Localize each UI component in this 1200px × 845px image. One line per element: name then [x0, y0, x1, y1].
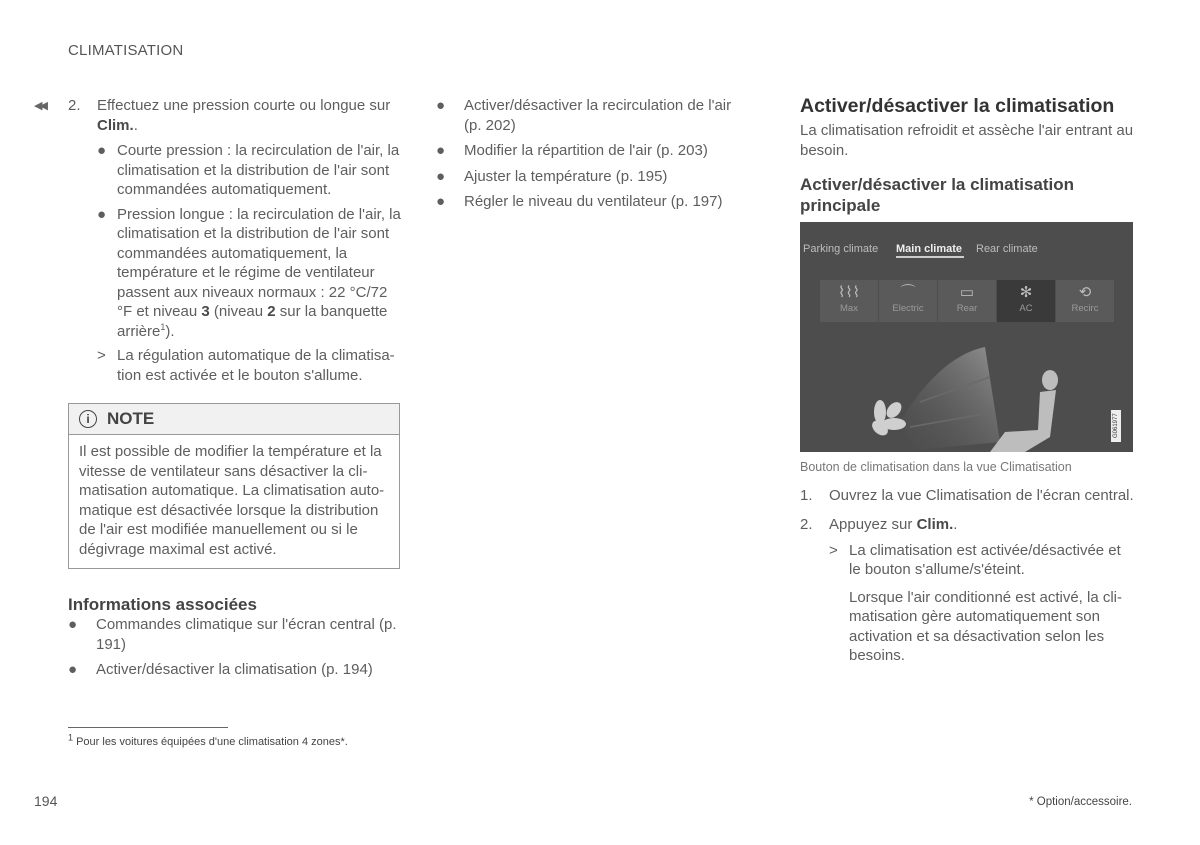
related-link[interactable]: ● Régler le niveau du ventilateur (p. 197)	[436, 193, 723, 210]
related-link[interactable]: ● Activer/désactiver la climatisation (p. 194)	[68, 661, 373, 678]
note-box	[68, 403, 400, 569]
result-arrow-icon: >	[97, 347, 106, 364]
related-link[interactable]: ● Ajuster la température (p. 195)	[436, 167, 668, 185]
climate-buttons	[820, 280, 1115, 322]
column-middle	[436, 96, 746, 218]
page-title: Activer/désactiver la climatisation	[800, 95, 1115, 117]
electric-windshield-button[interactable]: ⌒ Electric	[879, 280, 937, 322]
related-link[interactable]: ● Commandes climatique sur l'écran central (p. 191)	[68, 616, 397, 653]
tab-parking-climate[interactable]: Parking climate	[803, 243, 879, 255]
bullet-icon: ●	[436, 97, 446, 114]
related-title: Informations associées	[68, 595, 257, 614]
clim-button-label: Clim.	[97, 116, 134, 134]
bullet-icon: ●	[436, 167, 446, 185]
info-icon: i	[79, 410, 97, 428]
max-defrost-icon: ⌇⌇⌇	[838, 284, 860, 301]
note-title: NOTE	[107, 409, 155, 429]
step-1: 1. Ouvrez la vue Climatisation de l'écran central.	[800, 486, 1134, 504]
column-left	[68, 96, 403, 686]
result-item: > La climatisation est activée/désactivée et le bouton s'allume/s'éteint.	[829, 541, 1121, 578]
figure-code: G061977	[1111, 410, 1121, 442]
climate-screen-figure	[800, 222, 1133, 452]
related-link[interactable]: ● Modifier la répartition de l'air (p. 203)	[436, 142, 708, 159]
list-item: ● Courte pression : la recirculation de l'air, la climatisation et la distribution de l'air sont commandées automatiquement.	[97, 142, 400, 198]
bullet-icon: ●	[436, 142, 446, 159]
footnote-divider	[68, 727, 228, 728]
result-extra: Lorsque l'air conditionné est activé, la cli-matisation gère automatiquement son activation et sa désactivation selon les besoins.	[849, 588, 1123, 664]
list-item: ● Pression longue : la recirculation de l'air, la climatisation et la distribution de l'air sont commandées automatiquement, la température et le régime de ventilateur passent aux niveaux normaux : 22 °C/72 °F et niveau 3 (niveau 2 sur la banquette arrière$^1$).	[97, 205, 401, 340]
active-tab-indicator	[896, 256, 964, 258]
snowflake-icon: ✻	[1019, 284, 1033, 301]
note-header	[69, 404, 399, 435]
bullet-icon: ●	[68, 661, 78, 678]
result-arrow-icon: >	[829, 541, 838, 559]
section-header: CLIMATISATION	[68, 42, 184, 59]
rear-defrost-button[interactable]: ▭ Rear	[938, 280, 996, 322]
step-number: 2.	[68, 97, 81, 114]
bullet-icon: ●	[68, 616, 78, 633]
step-2: 2. Appuyez sur Clim..	[800, 516, 958, 533]
tab-main-climate[interactable]: Main climate	[896, 243, 963, 255]
bullet-icon: ●	[436, 193, 446, 210]
seat-icon	[990, 370, 1058, 452]
clim-button-label: Clim.	[916, 516, 954, 533]
recirculation-button[interactable]: ⟲ Recirc	[1056, 280, 1114, 322]
intro-text: La climatisation refroidit et assèche l'air entrant au besoin.	[800, 122, 1134, 159]
ac-button[interactable]: ✻ AC	[997, 280, 1055, 322]
rear-defrost-icon: ▭	[959, 284, 975, 301]
related-link[interactable]: ● Activer/désactiver la recirculation de l'air (p. 202)	[436, 97, 732, 134]
airflow-illustration	[800, 332, 1133, 452]
footnote-ref[interactable]: 1	[160, 321, 166, 332]
max-defrost-button[interactable]: ⌇⌇⌇ Max	[820, 280, 878, 322]
subsection-title: Activer/désactiver la climatisation principale	[800, 175, 1075, 215]
result-item: > La régulation automatique de la climatisa-tion est activée et le bouton s'allume.	[97, 347, 395, 384]
footnote: $^1$ Pour les voitures équipées d'une climatisation 4 zones*.	[68, 732, 348, 748]
step-text: Effectuez une pression courte ou longue sur	[97, 97, 391, 114]
step-2: 2. Effectuez une pression courte ou longue sur Clim..	[68, 97, 391, 134]
figure-caption: Bouton de climatisation dans la vue Climatisation	[800, 460, 1072, 474]
page-number: 194	[34, 793, 58, 809]
windshield-heat-icon: ⌒	[900, 284, 916, 301]
note-text: Il est possible de modifier la température et la vitesse de ventilateur sans désactiver la cli-matisation automatique. La climatisation auto-matique est désactivée lorsque la distribution de l'air est modifiée manuellement ou si le dégivrage maximal est activé.	[79, 443, 385, 558]
bullet-icon: ●	[97, 205, 107, 223]
fan-icon	[869, 399, 906, 438]
climate-tabs	[800, 240, 1133, 260]
previous-page-icon[interactable]: ◀◀	[34, 100, 45, 112]
column-right	[800, 94, 1135, 666]
tab-rear-climate[interactable]: Rear climate	[976, 243, 1038, 255]
recirculation-icon: ⟲	[1078, 284, 1092, 301]
bullet-icon: ●	[97, 142, 107, 159]
option-note: * Option/accessoire.	[1029, 796, 1132, 808]
